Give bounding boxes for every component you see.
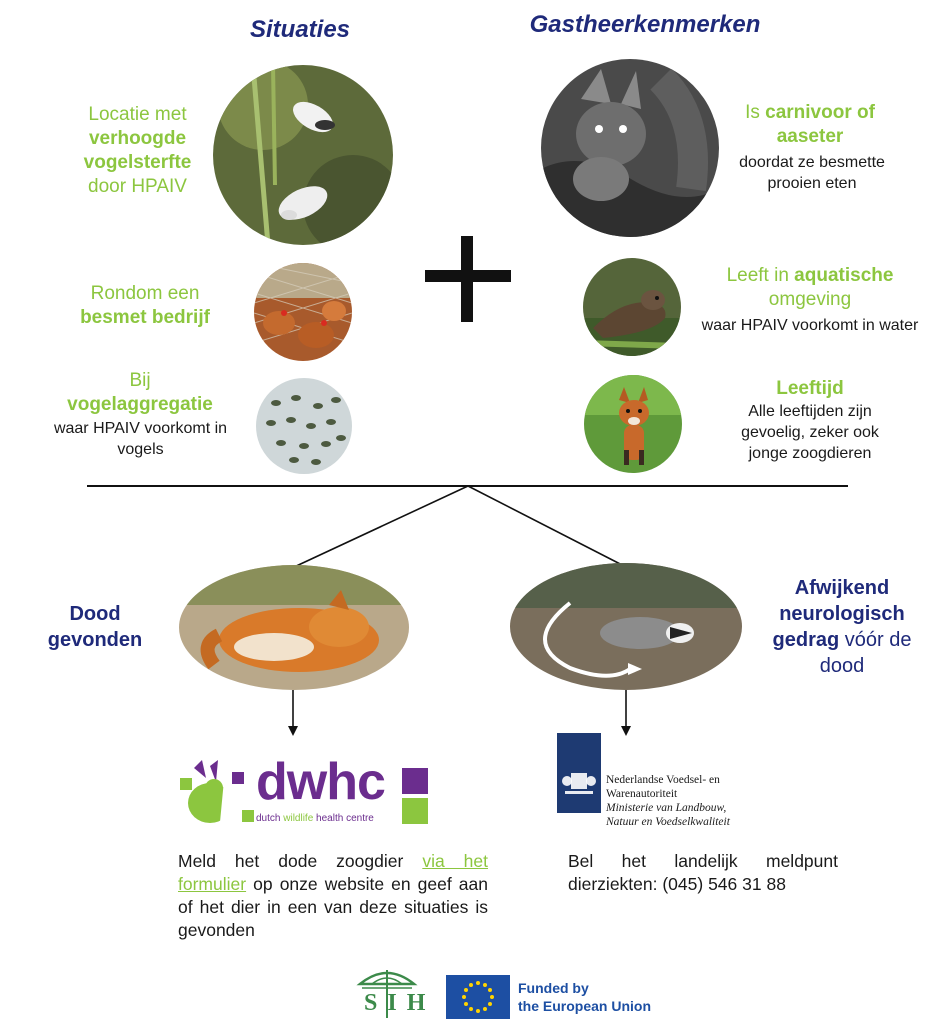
dwhc-tagline-3: health centre xyxy=(316,813,374,824)
eu-funding-text xyxy=(518,979,651,1015)
situation-2-pre: Rondom een xyxy=(90,283,200,304)
situation-3-bold: vogelaggregatie xyxy=(67,394,213,415)
dwhc-msg-post: op onze website en geef aan of het dier in een van deze situaties is gevonden xyxy=(178,874,488,940)
situation-3-sub: waar HPAIV voorkomt in vogels xyxy=(53,420,228,458)
situation-1-bold: verhoogde vogelsterfte xyxy=(83,128,192,173)
dwhc-logo-text: dwhc xyxy=(256,753,385,811)
trait-2-bold: aquatische xyxy=(794,265,894,286)
outcome-neuro-bold: Afwijkend neurologisch gedrag xyxy=(772,577,905,651)
trait-3-sub: Alle leeftijden zijn gevoelig, zeker ook jonge zoogdieren xyxy=(741,403,879,462)
situation-1-pre: Locatie met xyxy=(88,104,187,125)
dwhc-cross-mark xyxy=(402,768,428,824)
report-form-link[interactable]: via het formulier xyxy=(178,851,489,894)
outcome-neuro xyxy=(757,575,927,679)
situation-2-bold: besmet bedrijf xyxy=(80,307,210,328)
outcome-neuro-post1: vóór de xyxy=(844,629,912,651)
trait-1-sub: doordat ze besmette prooien eten xyxy=(739,154,885,192)
nvwa-line1: Nederlandse Voedsel- en xyxy=(606,774,720,786)
situation-3-pre: Bij xyxy=(129,370,151,391)
dwhc-tagline xyxy=(256,813,374,824)
trait-2-pre: Leeft in xyxy=(726,265,789,286)
nvwa-message: Bel het landelijk meldpunt dierziekten: (045) 546 31 88 xyxy=(568,851,838,894)
sih-text: SIH xyxy=(364,990,436,1016)
heading-gastheerkenmerken: Gastheerkenmerken xyxy=(529,11,761,38)
nvwa-line3: Ministerie van Landbouw, xyxy=(606,802,727,814)
eu-stars xyxy=(446,975,510,1019)
trait-3-bold: Leeftijd xyxy=(776,378,844,399)
dwhc-msg-pre: Meld het dode zoogdier xyxy=(178,851,404,871)
trait-2-sub: waar HPAIV voorkomt in water xyxy=(701,317,919,334)
sih-logo xyxy=(352,966,436,1022)
outcome-dead-label: Dood gevonden xyxy=(47,603,143,651)
eu-line2: the European Union xyxy=(518,998,651,1014)
trait-2-post: omgeving xyxy=(768,289,852,310)
dwhc-message xyxy=(178,850,488,942)
nvwa-logo xyxy=(557,733,601,813)
situation-1-post: door HPAIV xyxy=(88,176,187,197)
badger-photo xyxy=(510,563,742,690)
heading-situaties: Situaties xyxy=(249,16,351,43)
dwhc-logo xyxy=(180,753,430,828)
dwhc-tagline-2: wildlife xyxy=(283,813,314,824)
rabbit-icon xyxy=(180,758,260,828)
nvwa-text xyxy=(606,773,756,829)
eu-line1: Funded by xyxy=(518,980,589,996)
dwhc-tagline-1: dutch xyxy=(256,813,281,824)
eu-flag-icon xyxy=(446,975,510,1019)
outcome-dead xyxy=(30,601,160,653)
coat-of-arms-icon xyxy=(557,733,601,813)
trait-1-pre: Is xyxy=(745,102,760,123)
trait-1-bold: carnivoor of aaseter xyxy=(765,102,875,147)
nvwa-line4: Natuur en Voedselkwaliteit xyxy=(606,816,730,828)
dead-fox-photo xyxy=(179,565,409,690)
outcome-neuro-post2: dood xyxy=(819,655,865,677)
nvwa-line2: Warenautoriteit xyxy=(606,788,678,800)
